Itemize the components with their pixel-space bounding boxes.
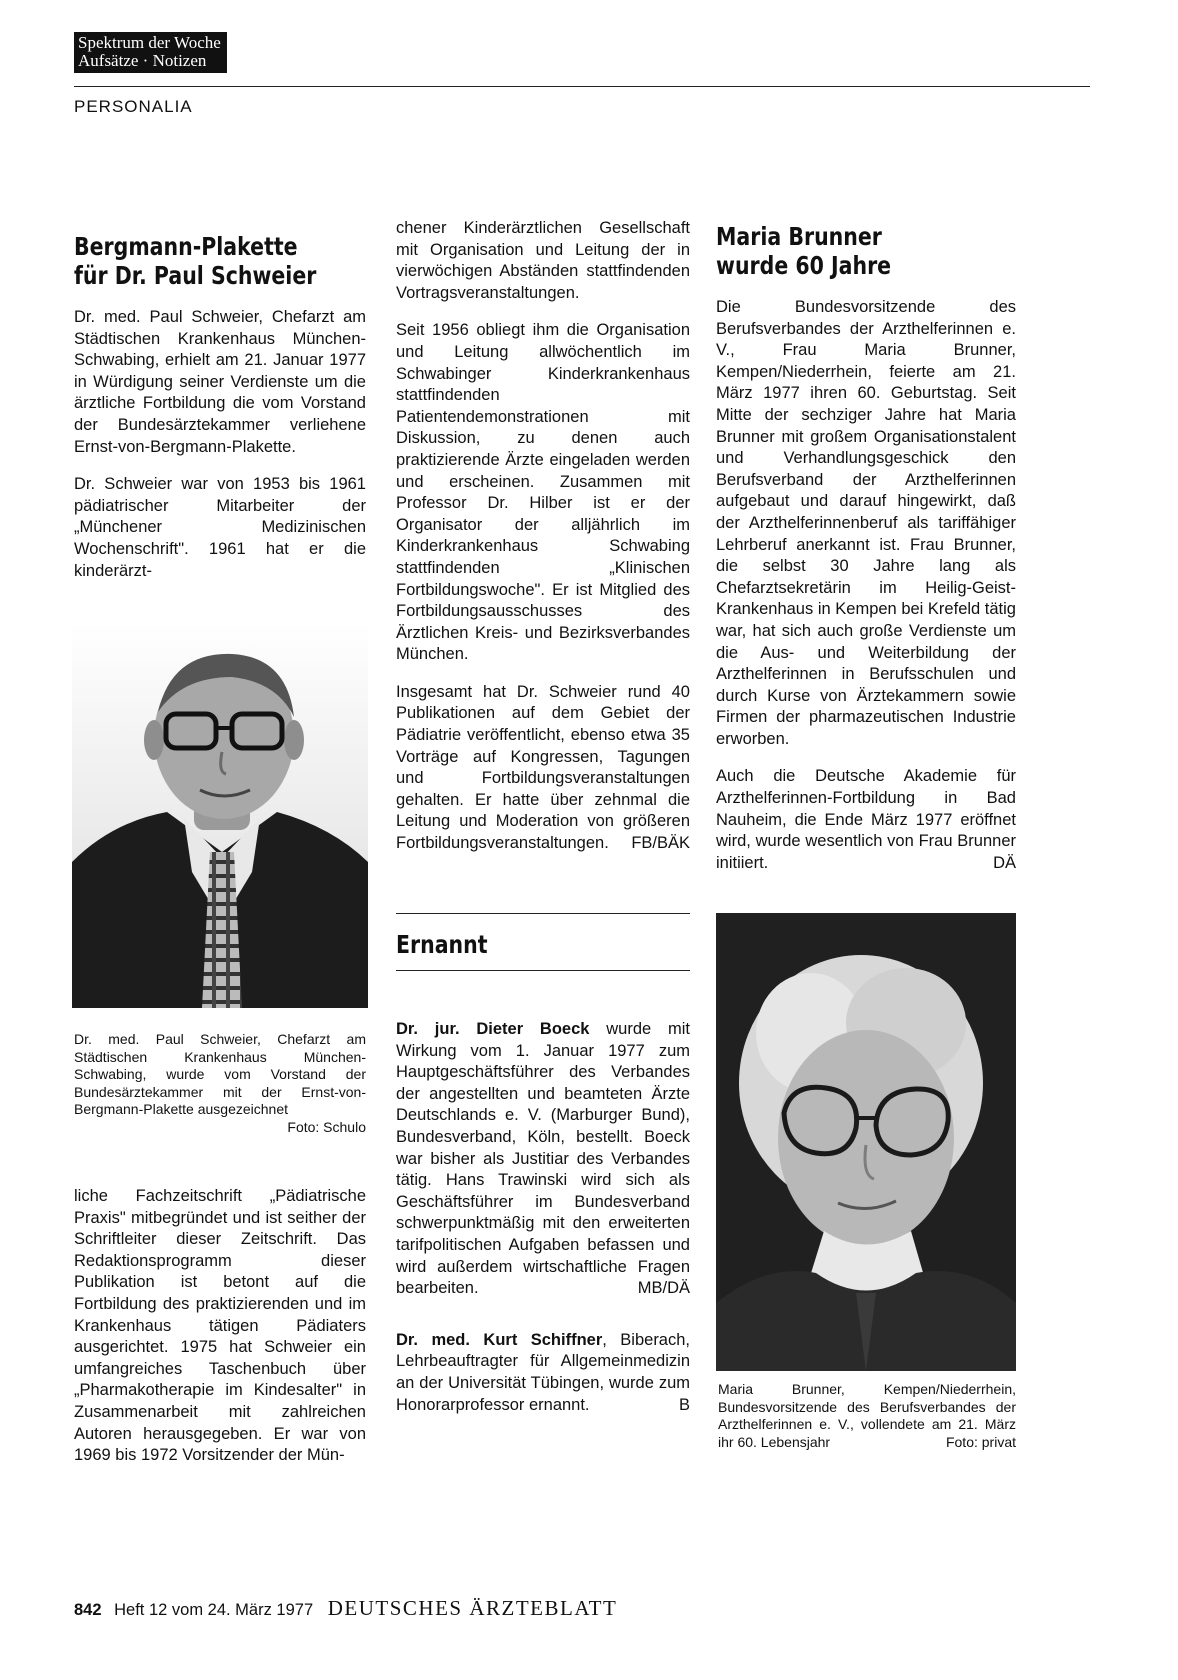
brunner-caption <box>718 1381 1016 1451</box>
section-tag-line1: Spektrum der Woche <box>78 33 221 52</box>
header-rule <box>74 86 1090 87</box>
bergmann-title-line2: für Dr. Paul Schweier <box>74 261 317 290</box>
section-tag-line2: Aufsätze · Notizen <box>78 51 207 70</box>
bergmann-column-bottom <box>74 1186 366 1467</box>
ernannt-rule-bottom <box>396 970 690 971</box>
ernannt-column <box>396 1019 690 1416</box>
schweier-portrait-image <box>72 622 368 1008</box>
ernannt-title: Ernannt <box>396 930 488 959</box>
bergmann-paragraph-3: liche Fachzeitschrift „Pädiatrische Praxis" mitbegründet und ist seither der Schriftleiter dieser Zeitschrift. Das Redaktionsprogramm dieser Publikation ist betont auf die Fortbildung des praktizierenden und im Krankenhaus tätigen Pädiaters ausgerichtet. 1975 hat Schweier ein umfangreiches Taschenbuch über „Pharmakotherapie im Kindesalter" in Zusammenarbeit mit zahlreichen Autoren herausgegeben. Er war von 1969 bis 1972 Vorsitzender der Mün- <box>74 1187 366 1465</box>
bergmann-column-middle <box>396 218 690 855</box>
bergmann-paragraph-6-text: Insgesamt hat Dr. Schweier rund 40 Publikationen auf dem Gebiet der Pädiatrie veröffentlicht, ebenso etwa 35 Vorträge auf Kongressen, Tagungen und Fortbildungsveranstaltungen gehalten. Er hatte über zehnmal die Leitung und Moderation von größeren Fortbildungsveranstaltungen. <box>396 682 690 853</box>
ernannt-heading-wrap <box>396 930 690 959</box>
brunner-portrait-image <box>716 913 1016 1371</box>
ernannt-boeck-name: Dr. jur. Dieter Boeck <box>396 1020 590 1038</box>
category-label: PERSONALIA <box>74 97 193 116</box>
brunner-caption-text: Maria Brunner, Kempen/Niederrhein, Bundesvorsitzende des Berufsverbandes der Arzthelferinnen e. V., vollendete am 21. März ihr 60. Lebensjahr <box>718 1381 1016 1450</box>
bergmann-paragraph-1: Dr. med. Paul Schweier, Chefarzt am Städtischen Krankenhaus München-Schwabing, erhielt am 21. Januar 1977 in Würdigung seiner Verdienste um die ärztliche Fortbildung die vom Vorstand der Bundesärztekammer verliehene Ernst-von-Bergmann-Plakette. <box>74 308 366 456</box>
issue-info: Heft 12 vom 24. März 1977 <box>114 1601 314 1619</box>
page-number: 842 <box>74 1601 102 1619</box>
brunner-title <box>716 222 962 280</box>
bergmann-signature: FB/BÄK <box>631 834 690 853</box>
schweier-caption-credit: Foto: Schulo <box>287 1118 366 1135</box>
section-tag <box>74 32 227 73</box>
bergmann-paragraph-4: chener Kinderärztlichen Gesellschaft mit Organisation und Leitung der in vierwöchigen Abständen stattfindenden Vortragsveranstaltungen. <box>396 219 690 302</box>
bergmann-column-top <box>74 232 366 598</box>
brunner-paragraph-2 <box>716 766 1016 874</box>
bergmann-paragraph-6 <box>396 682 690 855</box>
brunner-photo <box>716 913 1016 1371</box>
bergmann-paragraph-5: Seit 1956 obliegt ihm die Organisation und Leitung allwöchentlich im Schwabinger Kinderkrankenhaus stattfindenden Patientendemonstrationen mit Diskussion, zu denen auch praktizierende Ärzte eingeladen werden und erscheinen. Zusammen mit Professor Dr. Hilber ist er der Organisator der alljährlich im Kinderkrankenhaus Schwabing stattfindenden „Klinischen Fortbildungswoche". Er ist Mitglied des Fortbildungsausschusses des Ärztlichen Kreis- und Bezirksverbandes München. <box>396 321 690 664</box>
schweier-caption-text: Dr. med. Paul Schweier, Chefarzt am Städtischen Krankenhaus München-Schwabing, wurde vom Vorstand der Bundesärztekammer mit der Ernst-von-Bergmann-Plakette ausgezeichnet <box>74 1031 366 1117</box>
bergmann-paragraph-2: Dr. Schweier war von 1953 bis 1961 pädiatrischer Mitarbeiter der „Münchener Medizinischen Wochenschrift". 1961 hat er die kinderärzt- <box>74 475 366 580</box>
brunner-title-line2: wurde 60 Jahre <box>716 251 892 280</box>
page-footer <box>74 1596 617 1621</box>
schweier-photo <box>72 622 368 1008</box>
ernannt-schiffner-text: , Biberach, Lehrbeauftragter für Allgemeinmedizin an der Universität Tübingen, wurde zum Honorarprofessor ernannt. <box>396 1330 690 1414</box>
ernannt-schiffner-name: Dr. med. Kurt Schiffner <box>396 1330 603 1349</box>
ernannt-schiffner-signature: B <box>678 1395 690 1414</box>
schweier-caption <box>74 1031 366 1136</box>
ernannt-boeck-text: wurde mit Wirkung vom 1. Januar 1977 zum Hauptgeschäftsführer des Verbandes der angestellten und beamteten Ärzte Deutschlands e. V. (Marburger Bund), Bundesverband, Köln, bestellt. Boeck war bisher als Justitiar des Verbandes tätig. Hans Trawinski wird sich als Geschäftsführer im Bundesverband schwerpunktmäßig mit den erweiterten tarifpolitischen Aufgaben befassen und wird außerdem wirtschaftliche Fragen bearbeiten. <box>396 1020 690 1298</box>
ernannt-entry-boeck <box>396 1019 690 1300</box>
ernannt-rule-top <box>396 913 690 914</box>
ernannt-entry-schiffner <box>396 1330 690 1416</box>
brunner-signature: DÄ <box>993 853 1016 872</box>
bergmann-title <box>74 232 317 290</box>
brunner-paragraph-1: Die Bundesvorsitzende des Berufsverbandes der Arzthelferinnen e. V., Frau Maria Brunner, Kempen/Niederrhein, feierte am 21. März 1977 ihren 60. Geburtstag. Seit Mitte der sechziger Jahre hat Maria Brunner mit großem Organisationstalent und Verhandlungsgeschick den Berufsverband der Arzthelferinnen aufgebaut und darauf hingewirkt, daß der Arzthelferinnenberuf als tariffähiger Lehrberuf anerkannt ist. Frau Brunner, die selbst 30 Jahre lang als Chefarztsekretärin im Heilig-Geist-Krankenhaus in Kempen bei Krefeld tätig war, hat sich auch große Verdienste um die Aus- und Weiterbildung der Arzthelferinnen in Berufsschulen und durch Kurse von Ärztekammern sowie Firmen der pharmazeutischen Industrie erworben. <box>716 298 1016 748</box>
brunner-title-line1: Maria Brunner <box>716 222 882 251</box>
brunner-column <box>716 222 1016 874</box>
journal-name: DEUTSCHES ÄRZTEBLATT <box>327 1596 618 1620</box>
ernannt-boeck-signature: MB/DÄ <box>637 1279 690 1298</box>
bergmann-title-line1: Bergmann-Plakette <box>74 232 298 261</box>
brunner-paragraph-2-text: Auch die Deutsche Akademie für Arzthelferinnen-Fortbildung in Bad Nauheim, die Ende März 1977 eröffnet wird, wurde wesentlich von Frau Brunner initiiert. <box>716 767 1016 872</box>
brunner-caption-credit: Foto: privat <box>945 1433 1016 1450</box>
